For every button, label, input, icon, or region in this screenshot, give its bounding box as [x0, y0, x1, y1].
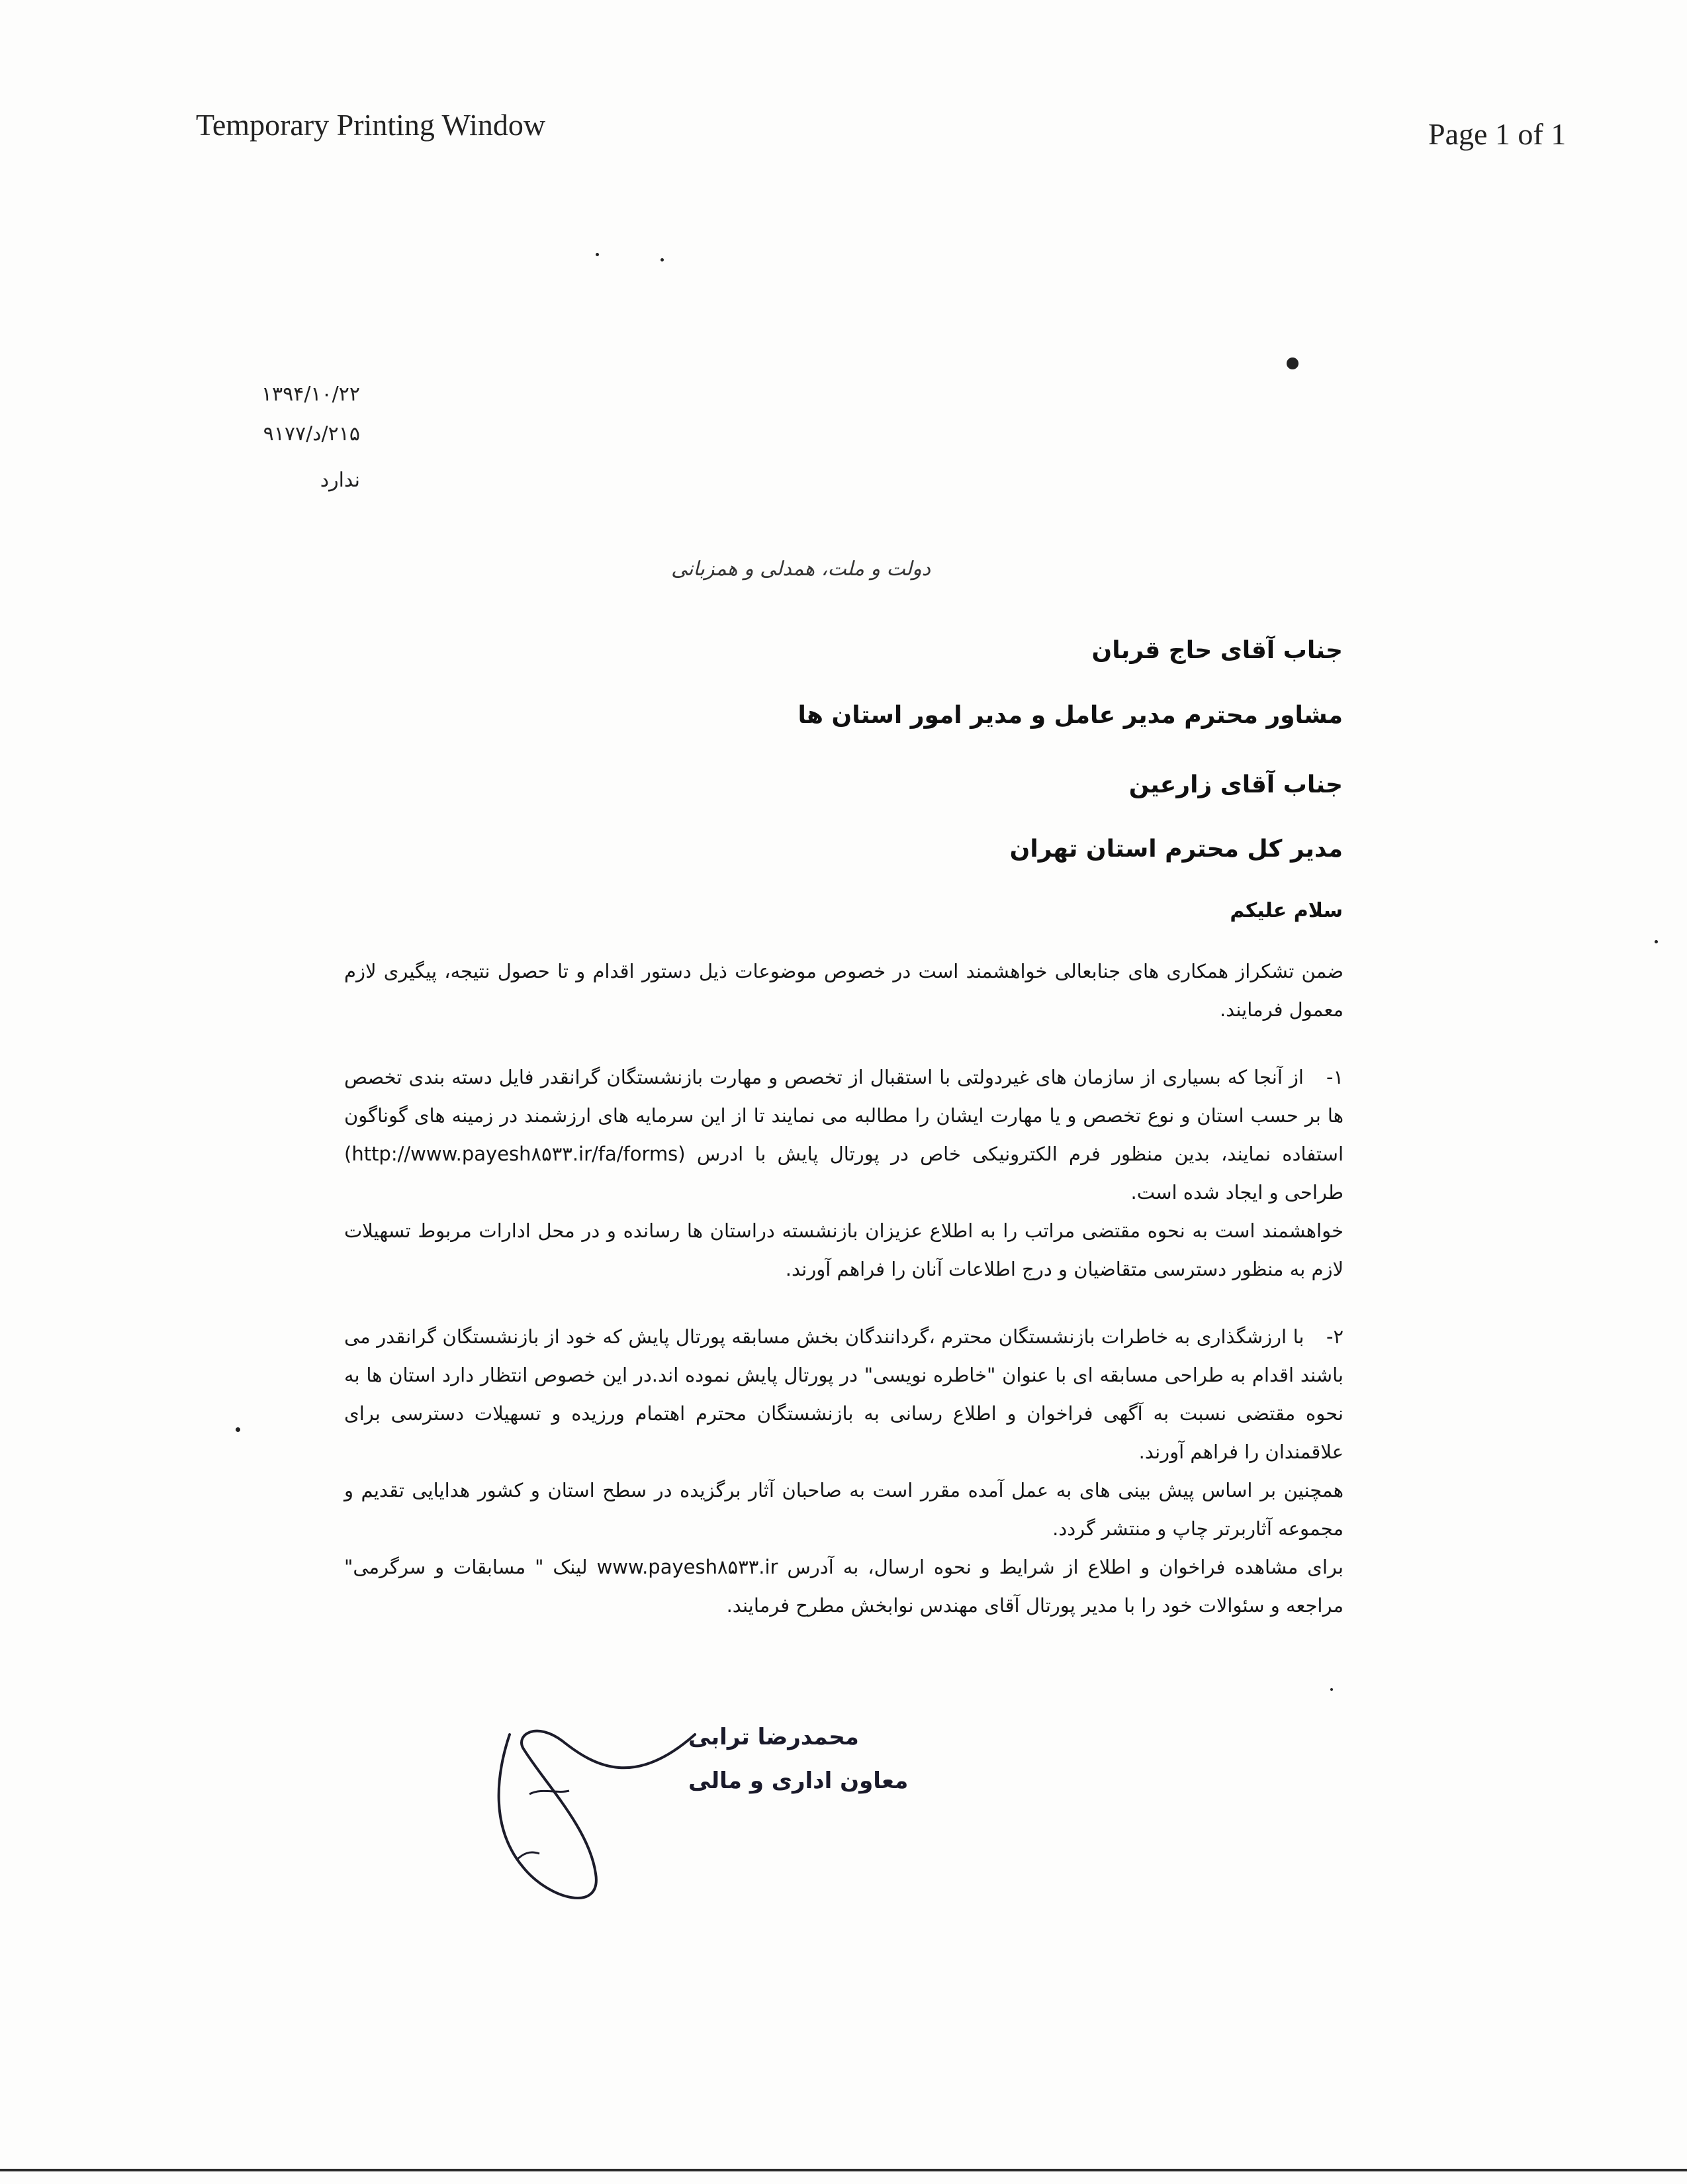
letter-slogan: دولت و ملت، همدلی و همزبانی — [671, 557, 931, 581]
letter-date: ۱۳۹۴/۱۰/۲۲ — [261, 383, 360, 406]
item2-awards: همچنین بر اساس پیش بینی های به عمل آمده مقرر است به صاحبان آثار برگزیده در سطح استان و کشور هدایایی تقدیم و مجموعه آثاربرتر چاپ و منتشر گردد. — [344, 1479, 1344, 1540]
scan-speck — [1287, 357, 1299, 369]
signatory-title: معاون اداری و مالی — [688, 1768, 909, 1794]
item2-number: ۲- — [1326, 1325, 1344, 1348]
list-item-1 — [344, 1058, 1344, 1288]
item2-paragraph — [344, 1317, 1344, 1471]
scan-speck — [236, 1427, 240, 1432]
item1-number: ۱- — [1326, 1066, 1344, 1088]
item1-paragraph — [344, 1058, 1344, 1211]
item1-text-a: از آنجا که بسیاری از سازمان های غیردولتی با استقبال از تخصص و مهارت بازنشستگان گرانقدر فایل دسته بندی تخصص ها بر حسب استان و نوع تخصص و یا مهارت ایشان را مطالبه می نمایند تا از این سرمایه های ارزشمند در زمینه های گوناگون استفاده نمایند، بدین منظور فرم الکترونیکی خاص در پورتال پایش با ادرس — [344, 1066, 1344, 1165]
print-window-title: Temporary Printing Window — [196, 108, 546, 142]
addressee-line-1: جناب آقای حاج قربان — [1091, 637, 1343, 664]
greeting: سلام علیکم — [1230, 899, 1343, 922]
letter-attachment: ندارد — [320, 469, 360, 492]
scan-speck — [1330, 1688, 1333, 1691]
page-indicator: Page 1 of 1 — [1428, 117, 1567, 151]
addressee-line-4: مدیر کل محترم استان تهران — [1009, 835, 1343, 863]
scan-speck — [661, 258, 664, 261]
handwritten-signature — [483, 1695, 721, 1920]
intro-text: ضمن تشکراز همکاری های جنابعالی خواهشمند است در خصوص موضوعات ذیل دستور اقدام و تا حصول نتیجه، پیگیری لازم معمول فرمایند. — [344, 960, 1344, 1021]
item2-text-c2: لینک " مسابقات و سرگرمی" مراجعه و سئوالات خود را با مدیر پورتال آقای مهندس نوابخش مطرح فرمایند. — [344, 1556, 1344, 1617]
item1-text-b: طراحی و ایجاد شده است. — [1130, 1181, 1344, 1204]
item2-text-c1: برای مشاهده فراخوان و اطلاع از شرایط و نحوه ارسال، به آدرس — [787, 1556, 1344, 1578]
intro-paragraph — [344, 952, 1344, 1029]
addressee-line-2: مشاور محترم مدیر عامل و مدیر امور استان ها — [798, 702, 1343, 729]
scan-speck — [1655, 940, 1658, 943]
item1-followup: خواهشمند است به نحوه مقتضی مراتب را به اطلاع عزیزان بازنشسته دراستان ها رسانده و در محل ادارات مربوط تسهیلات لازم به منظور دسترسی متقاضیان و درج اطلاعات آنان را فراهم آورند. — [344, 1219, 1344, 1280]
item2-text-a: با ارزشگذاری به خاطرات بازنشستگان محترم ،گردانندگان بخش مسابقه پورتال پایش که خود از بازنشستگان گرانقدر می باشند اقدام به طراحی مسابقه ای با عنوان "خاطره نویسی" در پورتال پایش نموده اند.در این خصوص انتظار دارد استان ها به نحوه مقتضی نسبت به آگهی فراخوان و اطلاع رسانی به بازنشستگان محترم اهتمام ورزیده و تسهیلات دسترسی برای علاقمندان را فراهم آورند. — [344, 1325, 1344, 1463]
scan-bottom-edge — [0, 2169, 1687, 2171]
scan-speck — [596, 253, 599, 256]
signatory-name: محمدرضا ترابی — [688, 1724, 859, 1750]
list-item-2 — [344, 1317, 1344, 1625]
addressee-line-3: جناب آقای زارعین — [1128, 771, 1343, 798]
item2-link-paragraph — [344, 1548, 1344, 1625]
item1-url: (http://www.payesh۸۵۳۳.ir/fa/forms) — [344, 1143, 686, 1165]
item2-url: www.payesh۸۵۳۳.ir — [596, 1556, 778, 1578]
letter-number: ۲۱۵/د/۹۱۷۷ — [263, 422, 360, 446]
